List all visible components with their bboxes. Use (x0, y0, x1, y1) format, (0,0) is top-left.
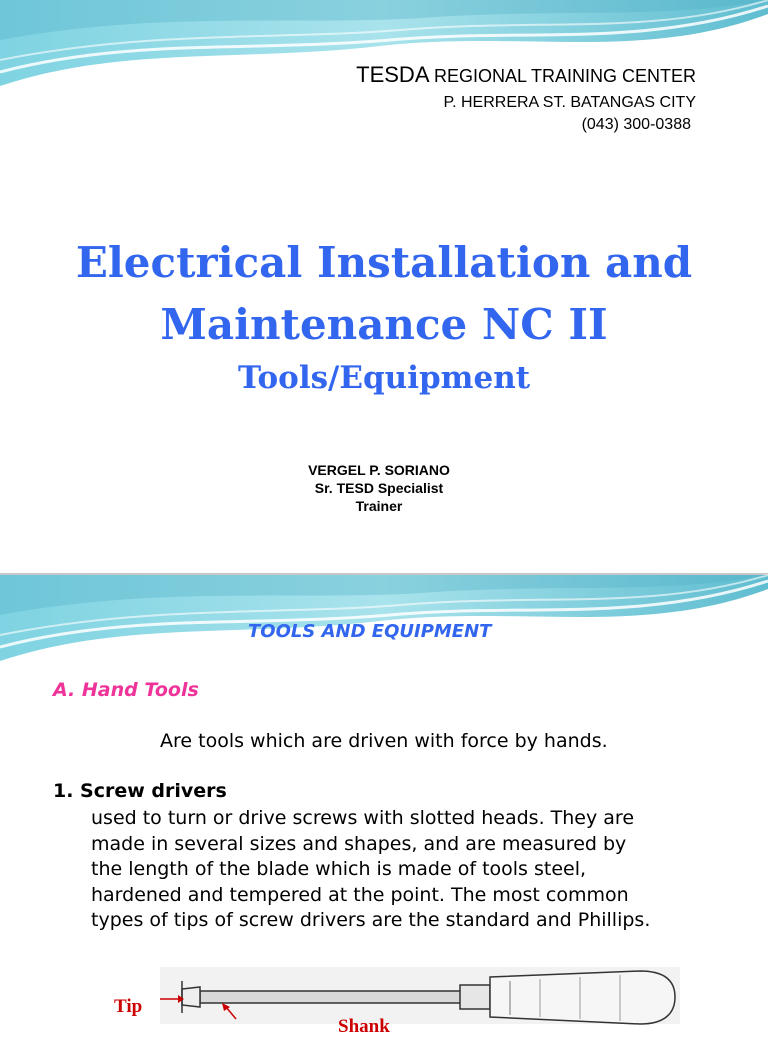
title-line-2: Maintenance NC II (160, 300, 608, 349)
section-heading: A. Hand Tools (53, 679, 199, 701)
author-position: Sr. TESD Specialist (314, 480, 444, 496)
description-line: made in several sizes and shapes, and are measured by (91, 832, 627, 855)
author-name: VERGEL P. SORIANO (308, 462, 450, 478)
center-address: P. HERRERA ST. BATANGAS CITY (443, 94, 696, 111)
item-title: 1. Screw drivers (53, 780, 227, 802)
description-line: types of tips of screw drivers are the standard and Phillips. (91, 909, 651, 931)
description-line: the length of the blade which is made of tools steel, (91, 858, 587, 880)
title-line-1: Electrical Installation and (75, 238, 693, 287)
hand-tools-definition: Are tools which are driven with force by hands. (160, 730, 608, 752)
tools-slide (0, 575, 768, 1037)
center-phone: (043) 300-0388 (581, 116, 691, 133)
center-label: REGIONAL TRAINING CENTER (433, 66, 696, 86)
description-line: used to turn or drive screws with slotted heads. They are (91, 807, 635, 829)
tip-label: Tip (114, 996, 143, 1017)
slide-subtitle: Tools/Equipment (237, 360, 531, 396)
author-role: Trainer (355, 498, 403, 514)
screwdriver-drawing (160, 967, 680, 1024)
org-name: TESDA (356, 62, 430, 87)
screwdriver-figure (160, 967, 680, 1024)
slide-heading: TOOLS AND EQUIPMENT (248, 621, 492, 642)
description-line: hardened and tempered at the point. The most common (91, 883, 629, 906)
header-wave-decoration (0, 575, 768, 665)
shank-label: Shank (338, 1016, 390, 1037)
center-name (356, 62, 696, 88)
item-description (91, 806, 751, 934)
